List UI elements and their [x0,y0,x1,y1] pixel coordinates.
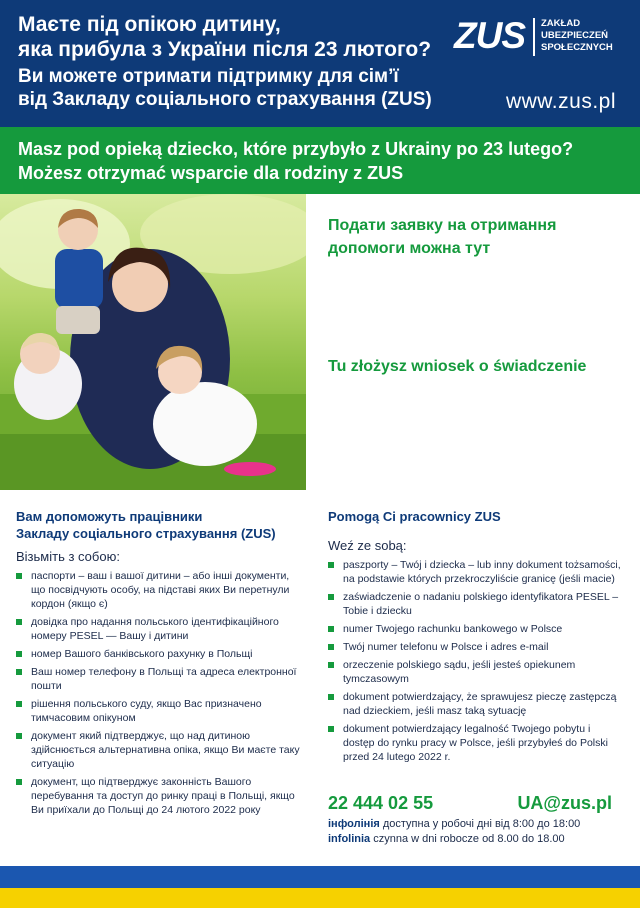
bullet-icon [328,644,334,650]
logo-subtitle [541,18,613,54]
list-item [16,615,306,643]
list-item-text: dokument potwierdzający, że sprawujesz pieczę zastępczą nad dzieckiem, jeśli masz taką sytuację [343,691,617,717]
bullet-icon [328,694,334,700]
pl-headline-band [0,127,640,194]
logo-line3: SPOŁECZNYCH [541,42,613,53]
ua-hotline-label: інфолінія [328,818,380,830]
family-photo-icon [0,194,306,490]
ua-title-line2: яка прибула з України після 23 лютого? [18,38,432,61]
list-item-text: паспорти – ваш і вашої дитини – або інші документи, що посвідчують особу, на підставі яких Ви перетнули кордон (якщо є) [31,570,290,610]
logo-line1: ZAKŁAD [541,18,581,29]
bullet-icon [328,626,334,632]
ua-headline [18,12,458,111]
bullet-icon [16,651,22,657]
pl-hotline-text: czynna w dni robocze od 8.00 do 18.00 [373,833,565,845]
pl-info-column [328,508,624,768]
list-item [16,697,306,725]
phone-number[interactable]: 22 444 02 55 [328,793,434,813]
zus-logo-mark: ZUS [454,15,525,56]
ua-document-list [16,569,306,817]
bullet-icon [16,573,22,579]
ua-subtitle-line2: від Закладу соціального страхування (ZUS) [18,89,432,110]
pl-take-with-you: Weź ze sobą: [328,538,407,553]
website-url[interactable]: www.zus.pl [505,90,616,113]
list-item [328,658,624,686]
list-item-text: документ, що підтверджує законність Вашого перебування та доступ до ринку праці в Польщі, якщо Ви приїхали до Польщі до 24 лютого 2022 року [31,776,295,816]
list-item [328,690,624,718]
zus-logo [454,16,626,60]
list-item-text: zaświadczenie o nadaniu polskiego identyfikatora PESEL – Tobie i dziecku [343,591,619,617]
bullet-icon [328,662,334,668]
bullet-icon [328,726,334,732]
list-item [16,647,306,661]
pl-headline-line1: Masz pod opieką dziecko, które przybyło z Ukrainy po 23 lutego? [18,139,574,159]
pl-helpers-title: Pomogą Ci pracownicy ZUS [328,509,501,524]
bullet-icon [16,779,22,785]
list-item [16,775,306,817]
ua-take-with-you: Візьміть з собою: [16,549,120,564]
list-item-text: рішення польського суду, якщо Вас призначено тимчасовим опікуном [31,698,262,724]
apply-here-pl: Tu złożysz wniosek o świadczenie [328,358,587,375]
contact-row [328,793,612,817]
ua-hotline-text: доступна у робочі дні від 8:00 до 18:00 [382,818,581,830]
list-item [16,569,306,611]
pl-hotline-label: infolinia [328,833,371,845]
list-item-text: numer Twojego rachunku bankowego w Polsce [343,623,563,635]
flag-stripe-yellow [0,888,640,908]
pl-document-list [328,558,624,764]
list-item [328,558,624,586]
header-banner [0,0,640,127]
list-item [328,590,624,618]
list-item-text: номер Вашого банківського рахунку в Польщі [31,648,253,660]
bullet-icon [16,669,22,675]
ua-info-column [16,508,306,821]
list-item [16,729,306,771]
family-photo [0,194,306,490]
list-item [328,722,624,764]
bullet-icon [16,701,22,707]
contact-block [328,793,612,847]
bullet-icon [16,733,22,739]
ua-hotline-hours [328,817,612,832]
pl-hotline-hours [328,832,612,847]
list-item-text: документ який підтверджує, що над дитиною здійснюється альтернативна опіка, якщо Ви маєте таку ситуацію [31,730,300,770]
list-item-text: orzeczenie polskiego sądu, jeśli jesteś opiekunem tymczasowym [343,659,576,685]
list-item-text: paszporty – Twój i dziecka – lub inny dokument tożsamości, na podstawie których przekroczyliście granicę (jeśli macie) [343,559,621,585]
list-item-text: Ваш номер телефону в Польщі та адреса електронної пошти [31,666,297,692]
bullet-icon [328,562,334,568]
flag-stripe-blue [0,866,640,888]
ua-helpers-title-line2: Закладу соціального страхування (ZUS) [16,526,276,541]
list-item [16,665,306,693]
list-item-text: dokument potwierdzający legalność Twojego pobytu i dostęp do rynku pracy w Polsce, jeśli przybyłeś do Polski przed 24 lutego 2022 r. [343,723,608,763]
pl-headline-line2: Możesz otrzymać wsparcie dla rodziny z ZUS [18,163,404,183]
ua-subtitle-line1: Ви можете отримати підтримку для сім’ї [18,66,399,87]
list-item [328,640,624,654]
list-item-text: довідка про надання польського ідентифікаційного номеру PESEL — Вашу і дитини [31,616,279,642]
bullet-icon [16,619,22,625]
list-item-text: Twój numer telefonu w Polsce i adres e-mail [343,641,549,653]
bullet-icon [328,594,334,600]
logo-line2: UBEZPIECZEŃ [541,30,609,41]
apply-here-ua: Подати заявку на отримання допомоги можна тут [328,217,557,257]
ua-helpers-title-line1: Вам допоможуть працівники [16,509,203,524]
email-link[interactable]: UA@zus.pl [517,793,612,813]
list-item [328,622,624,636]
ua-title-line1: Маєте під опікою дитину, [18,13,281,36]
logo-divider [533,18,535,56]
